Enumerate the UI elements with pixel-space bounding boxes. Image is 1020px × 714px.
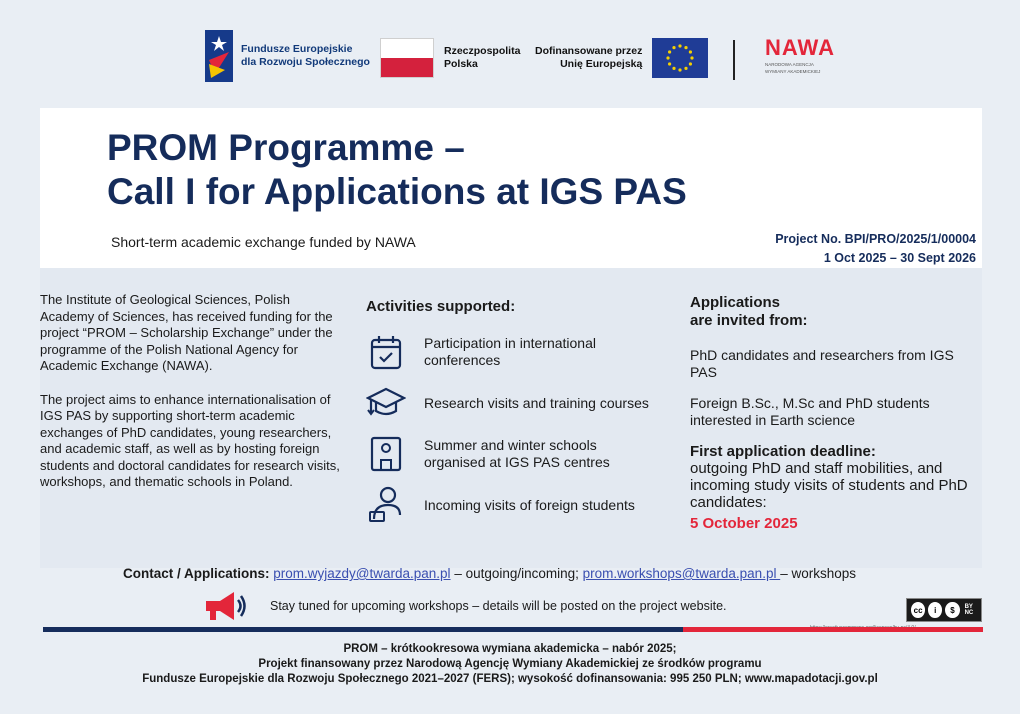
- activity-item: [366, 378, 656, 428]
- nawa-sub2: WYMIANY AKADEMICKIEJ: [765, 69, 821, 74]
- megaphone-icon: [200, 588, 248, 624]
- footer-line1: PROM – krótkookresowa wymiana akademicka – nabór 2025;: [343, 643, 677, 655]
- divider-bar-blue: [43, 627, 683, 632]
- project-number: Project No. BPI/PRO/2025/1/00004: [775, 232, 976, 246]
- workshops-notice: [200, 588, 727, 624]
- rp-line1: Rzeczpospolita: [444, 45, 521, 57]
- project-info: [775, 230, 976, 268]
- body-panel: [40, 268, 982, 568]
- applicant-group-1: PhD candidates and researchers from IGS PAS: [690, 347, 954, 380]
- activity-item: [366, 327, 656, 377]
- title-line1: PROM Programme –: [107, 127, 465, 168]
- cc-badge-text: BY NC: [964, 604, 974, 616]
- applications-section: [690, 294, 980, 532]
- nawa-sub1: NARODOWA AGENCJA: [765, 62, 814, 67]
- activity-item: [366, 429, 656, 479]
- email-workshops-desc: – workshops: [780, 566, 856, 581]
- rp-line2: Polska: [444, 58, 478, 70]
- subtitle: Short-term academic exchange funded by NAWA: [111, 234, 416, 250]
- nc-icon: $: [945, 602, 959, 618]
- applications-heading: [690, 294, 980, 330]
- intro-para-1: The Institute of Geological Sciences, Polish Academy of Sciences, has received funding for the project “PROM – Scholarship Exchange” under the programme of the Polish National Agency for Academic Exchange (NAWA).: [40, 292, 333, 373]
- contact-label: Contact / Applications:: [123, 566, 270, 581]
- notice-text: Stay tuned for upcoming workshops – details will be posted on the project website.: [270, 599, 727, 613]
- email-workshops-link[interactable]: prom.workshops@twarda.pan.pl: [582, 566, 781, 581]
- visitor-icon: [366, 485, 406, 525]
- activity-text: Participation in international conferences: [424, 335, 596, 368]
- graduation-cap-icon: [366, 383, 406, 423]
- applications-heading-line1: Applications: [690, 294, 781, 311]
- project-dates: 1 Oct 2025 – 30 Sept 2026: [823, 251, 976, 265]
- school-building-icon: [366, 434, 406, 474]
- cc-icon: cc: [911, 602, 925, 618]
- contact-line: [123, 566, 856, 581]
- activities-heading: Activities supported:: [366, 298, 516, 315]
- polish-flag-icon: [380, 38, 434, 78]
- title-panel: [40, 108, 982, 268]
- email-outgoing-link[interactable]: prom.wyjazdy@twarda.pan.pl: [273, 566, 451, 581]
- fe-logo: [205, 30, 370, 82]
- by-icon: i: [928, 602, 942, 618]
- activity-text: Research visits and training courses: [424, 394, 649, 411]
- footer-line2: Projekt finansowany przez Narodową Agencję Wymiany Akademickiej ze środków programu: [258, 658, 762, 670]
- logo-bar: [0, 30, 1020, 86]
- deadline-date: 5 October 2025: [690, 515, 798, 532]
- rp-logo: [380, 38, 520, 78]
- email-outgoing-desc: – outgoing/incoming;: [450, 566, 583, 581]
- intro-para-2: The project aims to enhance internationalisation of IGS PAS by supporting short-term academic exchanges of PhD candidates, young researchers, and academic staff, as well as by hosting foreign students and doctoral candidates for research visits, workshops, and thematic schools in Poland.: [40, 391, 340, 489]
- cc-license-badge[interactable]: [906, 598, 982, 622]
- page-title: [107, 126, 687, 214]
- eu-line1: Dofinansowane przez: [535, 45, 643, 57]
- eu-flag-icon: [652, 38, 708, 78]
- deadline-heading: First application deadline:: [690, 443, 876, 460]
- deadline-text: outgoing PhD and staff mobilities, and incoming study visits of students and PhD candidates:: [690, 460, 968, 511]
- applications-heading-line2: are invited from:: [690, 312, 808, 329]
- eu-line2: Unię Europejską: [560, 58, 643, 70]
- nawa-logo: [765, 36, 835, 74]
- fe-logo-icon: [205, 30, 233, 82]
- footer: [0, 642, 1020, 687]
- calendar-check-icon: [366, 332, 406, 372]
- footer-line3: Fundusze Europejskie dla Rozwoju Społecznego 2021–2027 (FERS); wysokość dofinansowania: 995 250 PLN; www.mapadotacji.gov.pl: [142, 673, 878, 685]
- activity-text: Summer and winter schools organised at IGS PAS centres: [424, 437, 610, 470]
- activity-text: Incoming visits of foreign students: [424, 496, 635, 513]
- logo-divider: [733, 40, 735, 80]
- activity-item: [366, 480, 656, 530]
- title-line2: Call I for Applications at IGS PAS: [107, 171, 687, 212]
- nawa-wordmark: NAWA: [765, 35, 835, 60]
- applicant-group-2: Foreign B.Sc., M.Sc and PhD students interested in Earth science: [690, 395, 930, 428]
- fe-line1: Fundusze Europejskie: [241, 43, 353, 55]
- intro-text: [40, 292, 340, 508]
- fe-line2: dla Rozwoju Społecznego: [241, 56, 370, 68]
- activities-section: [366, 298, 656, 531]
- divider-bar-red: [683, 627, 983, 632]
- eu-logo: [535, 38, 708, 78]
